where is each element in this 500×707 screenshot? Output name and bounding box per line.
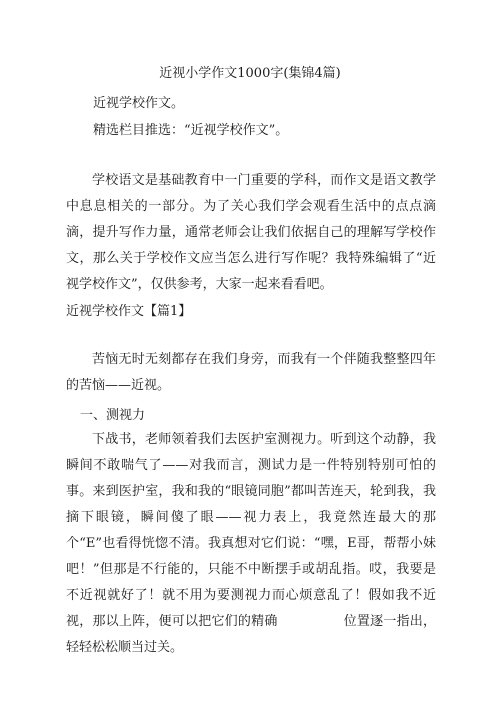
essay-opening: 苦恼无时无刻都存在我们身旁，而我有一个伴随我整整四年的苦恼——近视。: [66, 352, 436, 393]
subject-line: 近视学校作文。: [93, 96, 185, 111]
subheading-measure-vision: 一、测视力: [80, 408, 146, 423]
essay-body: 下战书，老师领着我们去医护室测视力。听到这个动静，我瞬间不敢喘气了——对我而言，测试力是一件特别特别可怕的事。来到医护室，我和我的“眼镜同胞”都叫苦连天，轮到我，我摘下眼镜，瞬间傻了眼——视力表上，我竟然连最大的那个“E”也看得恍惚不清。我真想对它们说：“嘿，E哥，帮帮小妹吧！”但那是不行能的，只能不中断摆手或胡乱指。哎，我要是不近视就好了！就不用为要测视力而心烦意乱了！假如我不近视，那以上阵，便可以把它们的精确 位置逐一指出，轻轻松松顺当过关。: [66, 432, 436, 655]
document-title: 近视小学作文1000字(集锦4篇): [159, 66, 341, 81]
recommend-line: 精选栏目推选：“近视学校作文”。: [93, 123, 289, 138]
intro-paragraph: 学校语文是基础教育中一门重要的学科，而作文是语文教学中息息相关的一部分。为了关心我们学会观看生活中的点点滴滴，提升写作力量，通常老师会让我们依据自己的理解写学校作文，那么关于学校作文应当怎么进行写作呢？我特殊编辑了“近视学校作文”，仅供参考，大家一起来看看吧。: [66, 173, 436, 292]
section-heading: 近视学校作文【篇1】: [66, 304, 192, 319]
